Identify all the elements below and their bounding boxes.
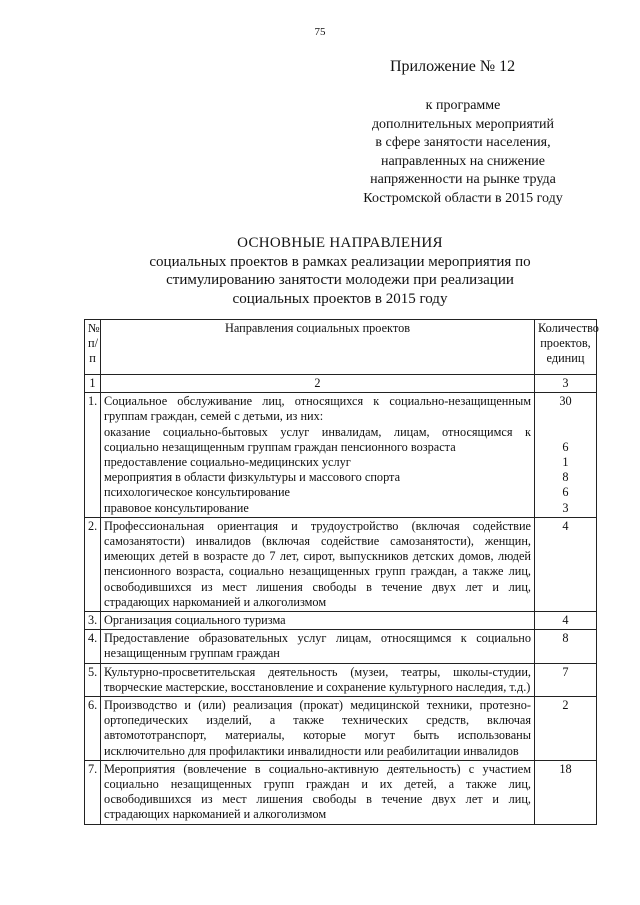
row-description: Организация социального туризма [101, 612, 535, 630]
row-count: 7 [535, 663, 597, 696]
count-value: 3 [562, 500, 569, 515]
table-row [85, 663, 597, 696]
row-number: 2. [85, 517, 101, 611]
row-description: Производство и (или) реализация (прокат) медицинской техники, протезно-ортопедических изделий, а также технических средств, включая автомототранспорт, материалы, которые могут быть использованы исключительно для профилактики инвалидности или реабилитации инвалидов [101, 697, 535, 761]
row-count [535, 393, 597, 518]
index-cell: 1 [85, 375, 101, 393]
program-ref-line: в сфере занятости населения, [375, 135, 551, 151]
header-num: № п/п [85, 320, 101, 375]
table-row [85, 393, 597, 518]
row-number: 7. [85, 760, 101, 824]
table-header-row [85, 320, 597, 375]
count-value: 8 [562, 470, 569, 485]
projects-table [84, 319, 597, 825]
row-number: 3. [85, 612, 101, 630]
row-main-text: Социальное обслуживание лиц, относящихся к социально-незащищенным группам граждан, семей с детьми, из них: [104, 394, 531, 424]
count-value: 6 [562, 439, 569, 454]
document-title [60, 234, 620, 308]
title-line: стимулированию занятости молодежи при реализации [166, 272, 514, 288]
appendix-title: Приложение № 12 [390, 58, 516, 75]
count-value: 30 [559, 394, 572, 409]
sub-item-text: психологическое консультирование [104, 485, 291, 500]
count-value: 6 [562, 485, 569, 500]
row-number: 6. [85, 697, 101, 761]
table-row [85, 612, 597, 630]
title-heading: ОСНОВНЫЕ НАПРАВЛЕНИЯ [237, 235, 443, 251]
index-cell: 3 [535, 375, 597, 393]
program-ref-line: дополнительных мероприятий [371, 116, 555, 132]
title-line: социальных проектов в 2015 году [232, 290, 448, 307]
row-description: Мероприятия (вовлечение в социально-активную деятельность) с участием социально незащищенных групп граждан и их детей, а также лиц, освободившихся из мест лишения свободы в течение двух лет и лиц, страдающих наркоманией и алкоголизмом [101, 760, 535, 824]
table-row [85, 630, 597, 663]
row-number: 4. [85, 630, 101, 663]
row-count: 4 [535, 517, 597, 611]
title-line: социальных проектов в рамках реализации мероприятия по [149, 253, 531, 270]
row-number: 5. [85, 663, 101, 696]
sub-item-text: оказание социально-бытовых услуг инвалидам, лицам, относящимся к социально незащищенным группам граждан пенсионного возраста [104, 424, 531, 454]
row-number: 1. [85, 393, 101, 518]
row-count: 2 [535, 697, 597, 761]
sub-item-text: мероприятия в области физкультуры и массового спорта [104, 470, 401, 485]
page-number: 75 [314, 26, 326, 38]
table-row [85, 760, 597, 824]
table-index-row [85, 375, 597, 393]
count-value: 1 [562, 454, 569, 469]
header-count: Количество проектов, единиц [535, 320, 597, 375]
program-ref-line: напряженности на рынке труда [370, 172, 556, 188]
program-ref-line: направленных на снижение [380, 153, 546, 169]
sub-item-text: правовое консультирование [104, 500, 249, 515]
program-ref-line: к программе [425, 98, 501, 113]
row-description: Профессиональная ориентация и трудоустройство (включая содействие самозанятости) инвалидов (включая содействие самозанятости), женщин, имеющих детей в возрасте до 7 лет, сирот, выпускников детских домов, людей пенсионного возраста, социально незащищенных групп граждан, а также лиц, освободившихся из мест лишения свободы в течение двух лет и лиц, страдающих наркоманией и алкоголизмом [101, 517, 535, 611]
row-count: 8 [535, 630, 597, 663]
sub-item-text: предоставление социально-медицинских услуг [104, 455, 351, 470]
row-description: Предоставление образовательных услуг лицам, относящимся к социально незащищенным группам граждан [101, 630, 535, 663]
table-row [85, 697, 597, 761]
program-reference [330, 97, 596, 209]
program-ref-line: Костромской области в 2015 году [363, 190, 563, 206]
row-description [101, 393, 535, 518]
row-count: 4 [535, 612, 597, 630]
header-direction: Направления социальных проектов [101, 320, 535, 375]
row-count: 18 [535, 760, 597, 824]
table-row [85, 517, 597, 611]
index-cell: 2 [101, 375, 535, 393]
row-description: Культурно-просветительская деятельность (музеи, театры, школы-студии, творческие мастерские, восстановление и сохранение культурного наследия, т.д.) [101, 663, 535, 696]
